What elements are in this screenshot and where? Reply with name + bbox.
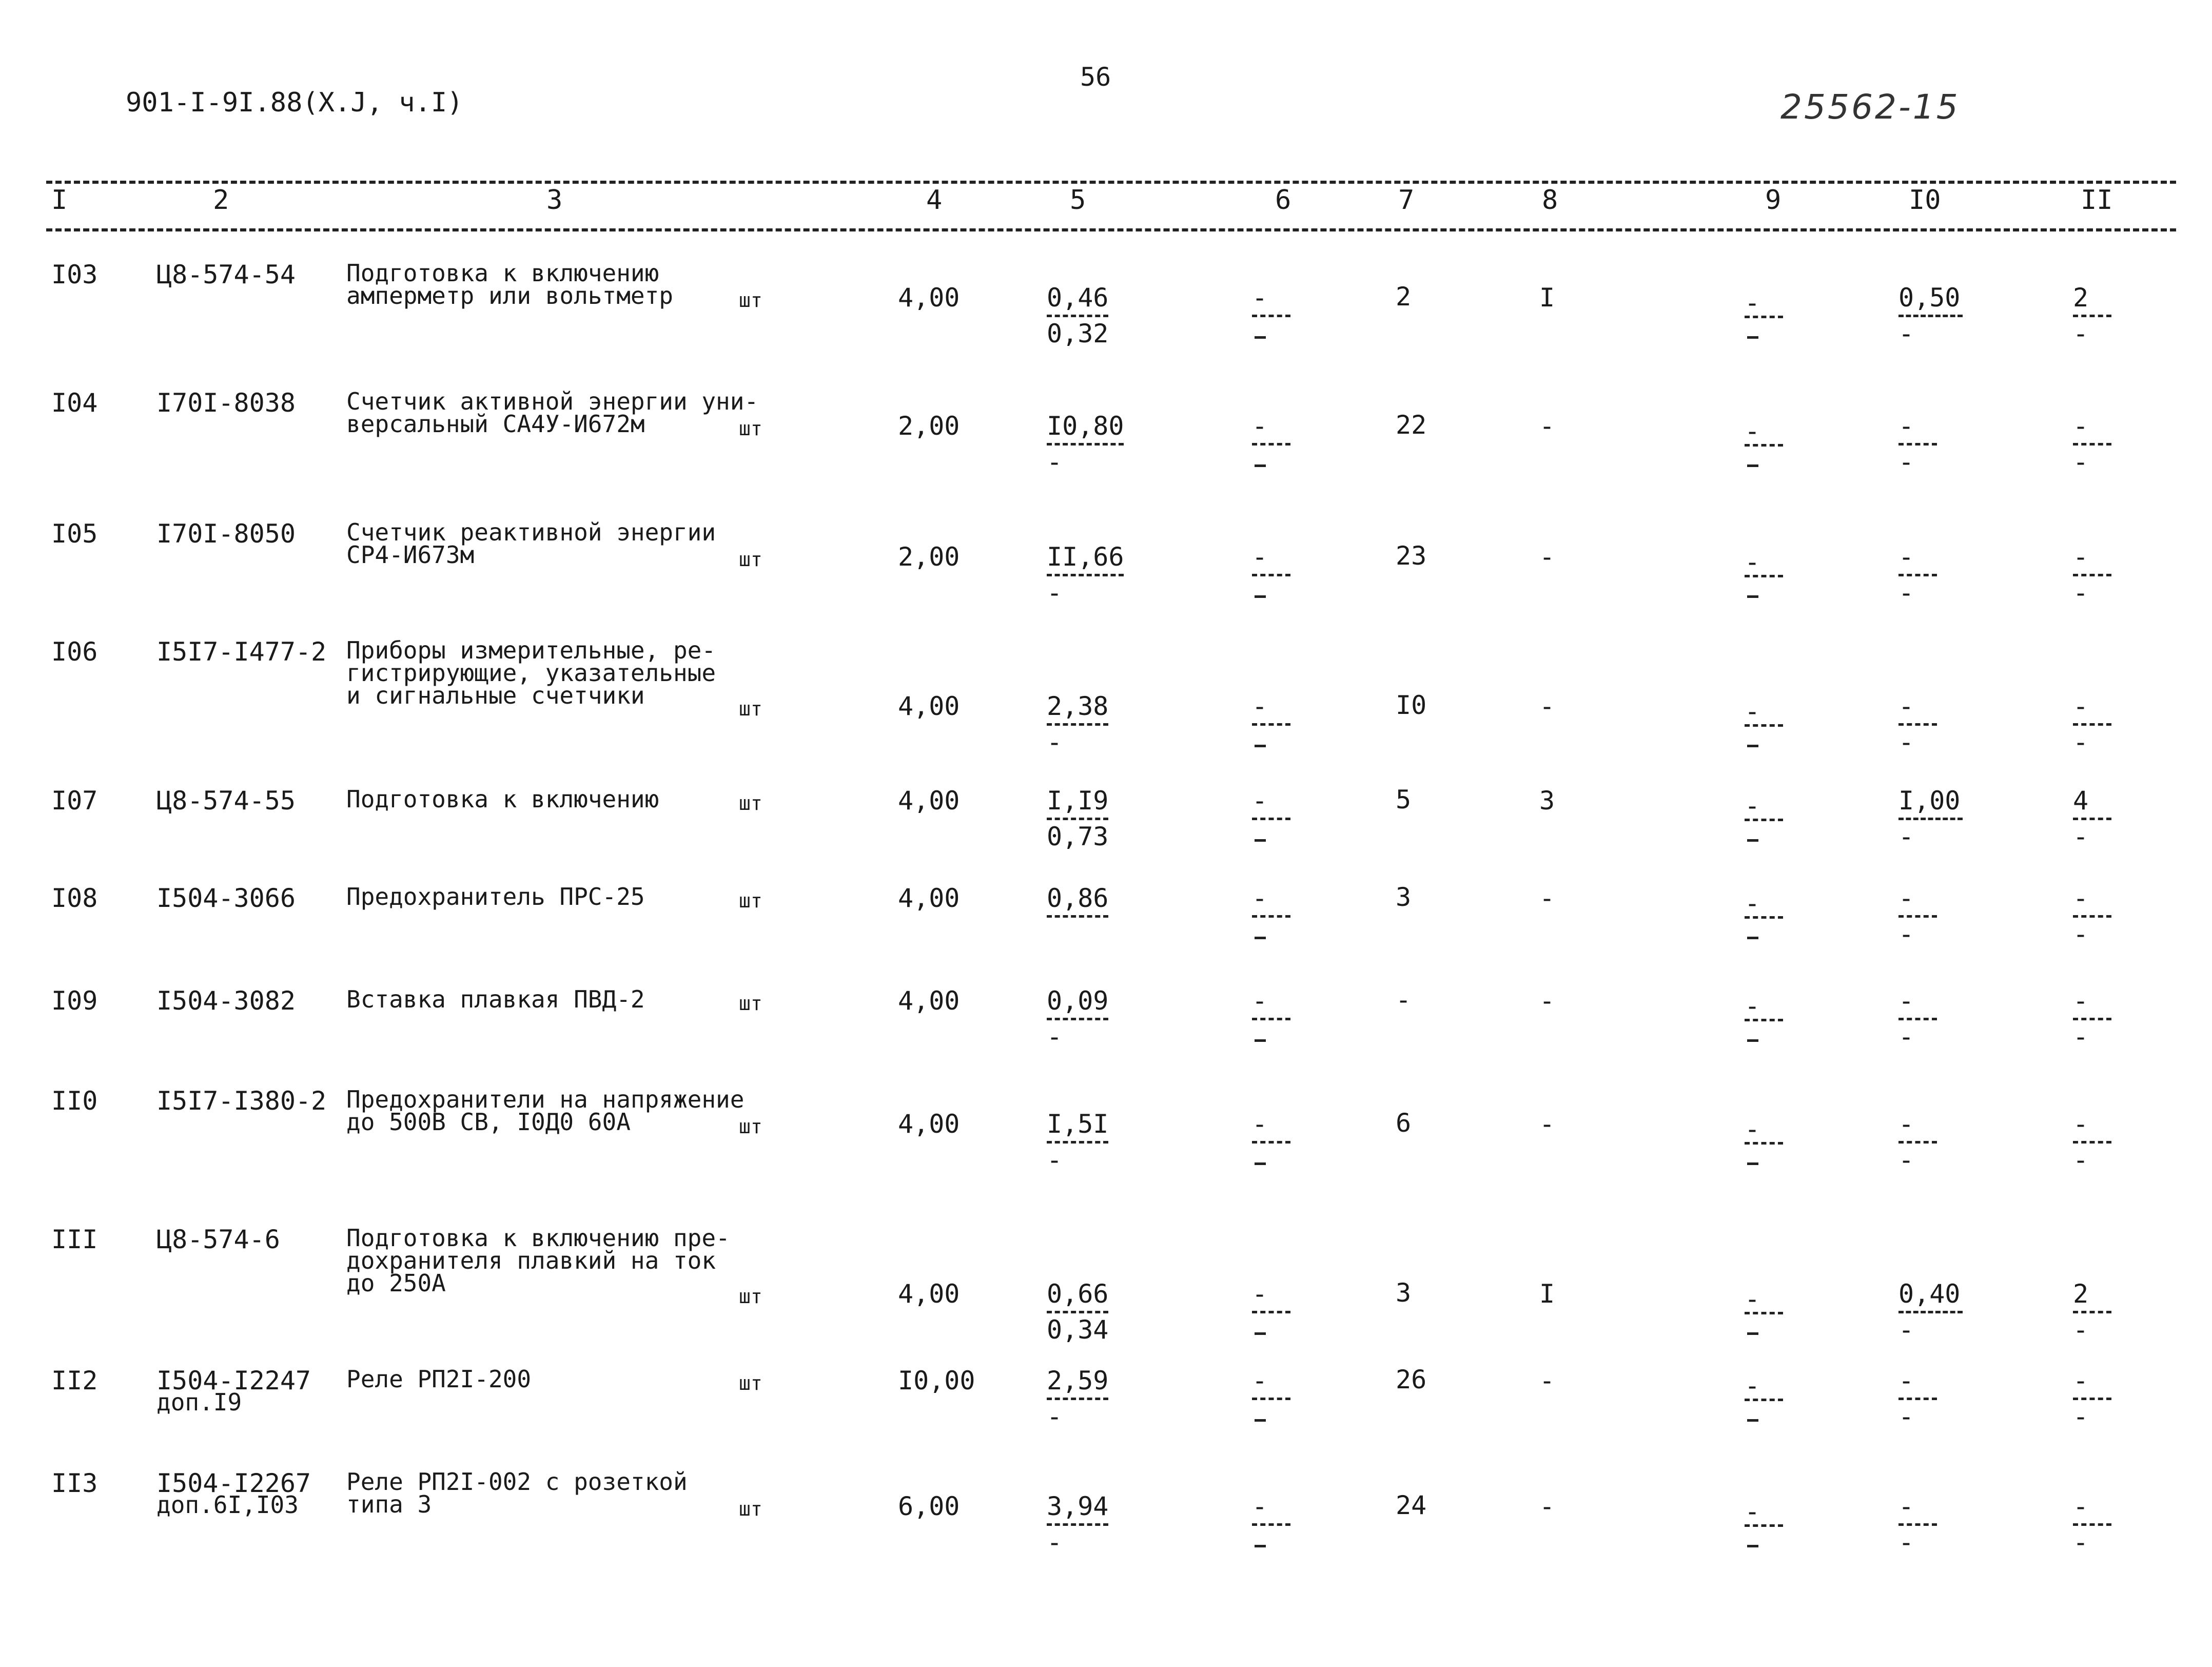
item-description: и сигнальные счетчики (346, 682, 645, 709)
price-bottom: - (1047, 578, 1063, 608)
item-description: Реле РП2I-002 с розеткой (346, 1468, 688, 1496)
col6-bar (1252, 1141, 1290, 1143)
col6-value: - (1252, 1279, 1268, 1309)
col6-dash (1255, 1039, 1266, 1042)
col6-value: - (1252, 1109, 1268, 1139)
col10-bottom: - (1898, 1022, 1914, 1052)
quantity: 2,00 (898, 542, 960, 572)
col10-bottom: - (1898, 1145, 1914, 1175)
price-bottom: - (1047, 1402, 1063, 1431)
col6-dash (1255, 1419, 1266, 1422)
col6-dash (1255, 1332, 1266, 1335)
col9-bar (1745, 1399, 1783, 1401)
col11-bottom: - (2073, 1402, 2089, 1431)
fraction-bar (1047, 1018, 1108, 1020)
col9-value: - (1745, 791, 1760, 821)
price-top: 0,86 (1047, 883, 1109, 913)
price-bottom: 0,32 (1047, 319, 1109, 348)
col9-bar (1745, 1019, 1783, 1021)
col10-bottom: - (1898, 1402, 1914, 1431)
col6-value: - (1252, 542, 1268, 572)
col11-bar (2073, 443, 2111, 445)
price-top: 0,09 (1047, 986, 1109, 1016)
col10-bar (1898, 574, 1937, 576)
quantity: 2,00 (898, 411, 960, 441)
quantity: 4,00 (898, 1279, 960, 1309)
quantity: 4,00 (898, 786, 960, 816)
col8-value: - (1539, 986, 1555, 1016)
item-description: Счетчик реактивной энергии (346, 518, 716, 546)
item-description: Подготовка к включению пре- (346, 1224, 730, 1252)
col9-dash (1747, 336, 1758, 339)
col8-value: - (1539, 542, 1555, 572)
col6-bar (1252, 443, 1290, 445)
col9-dash (1747, 745, 1758, 747)
item-code: I504-3066 (156, 883, 296, 913)
fraction-bar (1047, 1311, 1108, 1313)
item-code: доп.I9 (156, 1388, 242, 1416)
col10-bar (1898, 1523, 1937, 1526)
quantity: 4,00 (898, 986, 960, 1016)
item-description: Приборы измерительные, ре- (346, 636, 716, 664)
col10-top: - (1898, 1491, 1914, 1521)
col10-bottom: - (1898, 1527, 1914, 1557)
col10-top: - (1898, 883, 1914, 913)
col10-top: 0,40 (1898, 1279, 1961, 1309)
col8-value: - (1539, 691, 1555, 721)
col11-top: 2 (2073, 283, 2089, 313)
col6-bar (1252, 315, 1290, 317)
quantity: 4,00 (898, 1109, 960, 1139)
price-top: I,5I (1047, 1109, 1109, 1139)
col8-value: I (1539, 283, 1555, 313)
unit-label: шт (739, 1498, 762, 1520)
header-rule-top (46, 181, 2176, 184)
col11-top: - (2073, 1109, 2089, 1139)
unit-label: шт (739, 417, 762, 440)
item-code: I504-I2267 (156, 1468, 311, 1498)
col9-bar (1745, 1312, 1783, 1314)
item-description: версальный СА4У-И672м (346, 410, 645, 438)
col6-dash (1255, 1545, 1266, 1547)
fraction-bar (1047, 1523, 1108, 1526)
col11-bar (2073, 315, 2111, 317)
col11-bottom: - (2073, 1315, 2089, 1345)
row-number: II2 (51, 1366, 98, 1395)
unit-label: шт (739, 889, 762, 912)
item-description: Предохранители на напряжение (346, 1086, 745, 1113)
col11-top: - (2073, 883, 2089, 913)
col8-value: I (1539, 1279, 1555, 1309)
col11-bottom: - (2073, 1145, 2089, 1175)
col11-bottom: - (2073, 447, 2089, 477)
col8-value: - (1539, 411, 1555, 441)
col10-bottom: - (1898, 319, 1914, 348)
col6-dash (1255, 839, 1266, 842)
col11-bottom: - (2073, 727, 2089, 757)
unit-label: шт (739, 992, 762, 1015)
fraction-bar (1047, 1141, 1108, 1143)
col10-top: - (1898, 1366, 1914, 1395)
col10-bottom: - (1898, 919, 1914, 949)
fraction-bar (1047, 1398, 1108, 1400)
quantity: I0,00 (898, 1366, 975, 1395)
col11-top: 2 (2073, 1279, 2089, 1309)
col9-value: - (1745, 991, 1760, 1021)
col7-value: 22 (1396, 410, 1427, 440)
unit-label: шт (739, 1285, 762, 1308)
col11-bar (2073, 818, 2111, 820)
col7-value: I0 (1396, 690, 1427, 720)
col9-dash (1747, 1162, 1758, 1165)
price-top: 3,94 (1047, 1491, 1109, 1521)
col6-dash (1255, 595, 1266, 598)
col11-top: - (2073, 542, 2089, 572)
column-header-8: 8 (1542, 185, 1558, 216)
col11-top: - (2073, 986, 2089, 1016)
col6-bar (1252, 915, 1290, 918)
col6-value: - (1252, 691, 1268, 721)
price-top: 2,38 (1047, 691, 1109, 721)
col10-top: - (1898, 411, 1914, 441)
row-number: I09 (51, 986, 98, 1016)
col7-value: 6 (1396, 1108, 1412, 1138)
col8-value: - (1539, 1491, 1555, 1521)
col11-bar (2073, 574, 2111, 576)
column-header-4: 4 (926, 185, 943, 216)
col10-bar (1898, 1018, 1937, 1020)
item-code: Ц8-574-54 (156, 260, 296, 289)
column-header-5: 5 (1070, 185, 1086, 216)
col6-value: - (1252, 1366, 1268, 1395)
col10-top: - (1898, 1109, 1914, 1139)
item-description: Подготовка к включению (346, 259, 659, 287)
row-number: II3 (51, 1468, 98, 1498)
col9-bar (1745, 444, 1783, 447)
column-header-7: 7 (1398, 185, 1415, 216)
item-description: Реле РП2I-200 (346, 1365, 532, 1393)
col7-value: 26 (1396, 1365, 1427, 1394)
col9-value: - (1745, 696, 1760, 726)
item-description: типа 3 (346, 1490, 432, 1518)
col7-value: 3 (1396, 882, 1412, 912)
unit-label: шт (739, 1115, 762, 1138)
unit-label: шт (739, 697, 762, 720)
item-description: Счетчик активной энергии уни- (346, 387, 759, 415)
handwritten-stamp: 25562-15 (1780, 87, 1960, 127)
item-description: до 250А (346, 1269, 446, 1297)
col10-top: - (1898, 986, 1914, 1016)
col10-top: - (1898, 691, 1914, 721)
item-code: I70I-8050 (156, 519, 296, 549)
price-bottom: - (1047, 1145, 1063, 1175)
col11-bar (2073, 1398, 2111, 1400)
col6-dash (1255, 745, 1266, 747)
col6-bar (1252, 574, 1290, 576)
item-description: до 500В СВ, I0Д0 60А (346, 1108, 631, 1136)
col11-bar (2073, 723, 2111, 726)
col6-dash (1255, 1162, 1266, 1165)
column-header-10: I0 (1909, 185, 1941, 216)
row-number: III (51, 1225, 98, 1254)
col9-bar (1745, 916, 1783, 919)
page-number: 56 (1080, 62, 1111, 92)
item-code: I504-3082 (156, 986, 296, 1016)
col10-bar (1898, 915, 1937, 918)
col10-bottom: - (1898, 578, 1914, 608)
document-code: 901-I-9I.88(X.J, ч.I) (126, 87, 463, 118)
col11-top: - (2073, 1491, 2089, 1521)
col9-bar (1745, 1524, 1783, 1527)
col9-dash (1747, 1039, 1758, 1042)
col9-dash (1747, 1332, 1758, 1335)
fraction-bar (1047, 315, 1108, 317)
col9-value: - (1745, 1497, 1760, 1526)
col6-dash (1255, 464, 1266, 467)
price-bottom: 0,34 (1047, 1315, 1109, 1345)
col10-bottom: - (1898, 822, 1914, 851)
unit-label: шт (739, 289, 762, 312)
col11-bottom: - (2073, 1527, 2089, 1557)
price-bottom: 0,73 (1047, 822, 1109, 851)
item-description: Вставка плавкая ПВД-2 (346, 985, 645, 1013)
col10-bottom: - (1898, 727, 1914, 757)
item-code: I5I7-I380-2 (156, 1086, 327, 1116)
col9-dash (1747, 595, 1758, 598)
col6-bar (1252, 818, 1290, 820)
col6-value: - (1252, 1491, 1268, 1521)
fraction-bar (1047, 723, 1108, 726)
col8-value: - (1539, 1109, 1555, 1139)
column-header-1: I (51, 185, 68, 216)
col11-bar (2073, 915, 2111, 918)
row-number: I06 (51, 637, 98, 667)
col9-value: - (1745, 288, 1760, 318)
col9-bar (1745, 316, 1783, 318)
col10-bar (1898, 443, 1937, 445)
col10-bar (1898, 723, 1937, 726)
item-code: I5I7-I477-2 (156, 637, 327, 667)
col10-top: - (1898, 542, 1914, 572)
col6-dash (1255, 336, 1266, 339)
row-number: I04 (51, 388, 98, 418)
col10-top: 0,50 (1898, 283, 1961, 313)
item-code: Ц8-574-6 (156, 1225, 280, 1254)
col11-bar (2073, 1311, 2111, 1313)
item-description: амперметр или вольтметр (346, 282, 673, 309)
price-bottom: - (1047, 1022, 1063, 1052)
quantity: 4,00 (898, 691, 960, 721)
col11-bar (2073, 1523, 2111, 1526)
column-header-2: 2 (213, 185, 229, 216)
col11-bar (2073, 1141, 2111, 1143)
col11-bottom: - (2073, 822, 2089, 851)
col11-top: - (2073, 1366, 2089, 1395)
item-description: СР4-И673м (346, 541, 475, 569)
row-number: II0 (51, 1086, 98, 1116)
col11-bottom: - (2073, 1022, 2089, 1052)
row-number: I05 (51, 519, 98, 549)
col10-bar (1898, 818, 1963, 820)
row-number: I07 (51, 786, 98, 816)
item-code: I70I-8038 (156, 388, 296, 418)
col9-value: - (1745, 1114, 1760, 1144)
col11-top: - (2073, 691, 2089, 721)
fraction-bar (1047, 818, 1108, 820)
price-top: 2,59 (1047, 1366, 1109, 1395)
col7-value: 24 (1396, 1490, 1427, 1520)
unit-label: шт (739, 792, 762, 815)
col6-value: - (1252, 411, 1268, 441)
col7-value: 3 (1396, 1278, 1412, 1308)
col9-value: - (1745, 547, 1760, 577)
col11-bottom: - (2073, 919, 2089, 949)
column-header-6: 6 (1275, 185, 1291, 216)
fraction-bar (1047, 915, 1108, 918)
quantity: 4,00 (898, 883, 960, 913)
column-header-11: II (2081, 185, 2113, 216)
col6-bar (1252, 723, 1290, 726)
col6-value: - (1252, 883, 1268, 913)
col9-dash (1747, 1545, 1758, 1547)
col6-dash (1255, 937, 1266, 939)
col11-bar (2073, 1018, 2111, 1020)
item-description: Предохранитель ПРС-25 (346, 883, 645, 910)
unit-label: шт (739, 548, 762, 571)
col10-bar (1898, 315, 1963, 317)
col8-value: - (1539, 1366, 1555, 1395)
price-bottom: - (1047, 1527, 1063, 1557)
col9-bar (1745, 819, 1783, 821)
col6-bar (1252, 1018, 1290, 1020)
price-top: 0,46 (1047, 283, 1109, 313)
item-code: доп.6I,I03 (156, 1491, 299, 1519)
price-top: I0,80 (1047, 411, 1124, 441)
column-header-9: 9 (1765, 185, 1782, 216)
col10-bottom: - (1898, 1315, 1914, 1345)
col9-value: - (1745, 1371, 1760, 1401)
col10-bar (1898, 1141, 1937, 1143)
item-description: гистрирующие, указательные (346, 659, 716, 687)
col9-value: - (1745, 1284, 1760, 1314)
col10-top: I,00 (1898, 786, 1961, 816)
col7-value: - (1396, 985, 1412, 1015)
col11-top: - (2073, 411, 2089, 441)
column-header-3: 3 (546, 185, 563, 216)
fraction-bar (1047, 443, 1124, 445)
price-top: II,66 (1047, 542, 1124, 572)
col7-value: 2 (1396, 282, 1412, 312)
item-description: дохранителя плавкий на ток (346, 1247, 716, 1274)
col6-bar (1252, 1398, 1290, 1400)
col6-value: - (1252, 283, 1268, 313)
price-bottom: - (1047, 447, 1063, 477)
col9-bar (1745, 724, 1783, 727)
col9-value: - (1745, 888, 1760, 918)
item-code: Ц8-574-55 (156, 786, 296, 816)
header-rule-bottom (46, 228, 2176, 231)
col8-value: 3 (1539, 786, 1555, 816)
col7-value: 23 (1396, 541, 1427, 571)
col6-bar (1252, 1523, 1290, 1526)
price-bottom: - (1047, 727, 1063, 757)
row-number: I08 (51, 883, 98, 913)
item-code: I504-I2247 (156, 1366, 311, 1395)
col10-bar (1898, 1311, 1963, 1313)
quantity: 4,00 (898, 283, 960, 313)
col9-dash (1747, 937, 1758, 939)
col10-bottom: - (1898, 447, 1914, 477)
col9-dash (1747, 839, 1758, 842)
col9-dash (1747, 1419, 1758, 1422)
col11-bottom: - (2073, 578, 2089, 608)
col6-value: - (1252, 986, 1268, 1016)
col8-value: - (1539, 883, 1555, 913)
item-description: Подготовка к включению (346, 785, 659, 813)
row-number: I03 (51, 260, 98, 289)
col9-dash (1747, 464, 1758, 467)
price-top: 0,66 (1047, 1279, 1109, 1309)
col9-bar (1745, 1142, 1783, 1145)
quantity: 6,00 (898, 1491, 960, 1521)
unit-label: шт (739, 1372, 762, 1394)
col10-bar (1898, 1398, 1937, 1400)
col9-bar (1745, 575, 1783, 577)
col6-bar (1252, 1311, 1290, 1313)
fraction-bar (1047, 574, 1124, 576)
col7-value: 5 (1396, 785, 1412, 815)
col6-value: - (1252, 786, 1268, 816)
col11-top: 4 (2073, 786, 2089, 816)
col9-value: - (1745, 416, 1760, 446)
col11-bottom: - (2073, 319, 2089, 348)
price-top: I,I9 (1047, 786, 1109, 816)
